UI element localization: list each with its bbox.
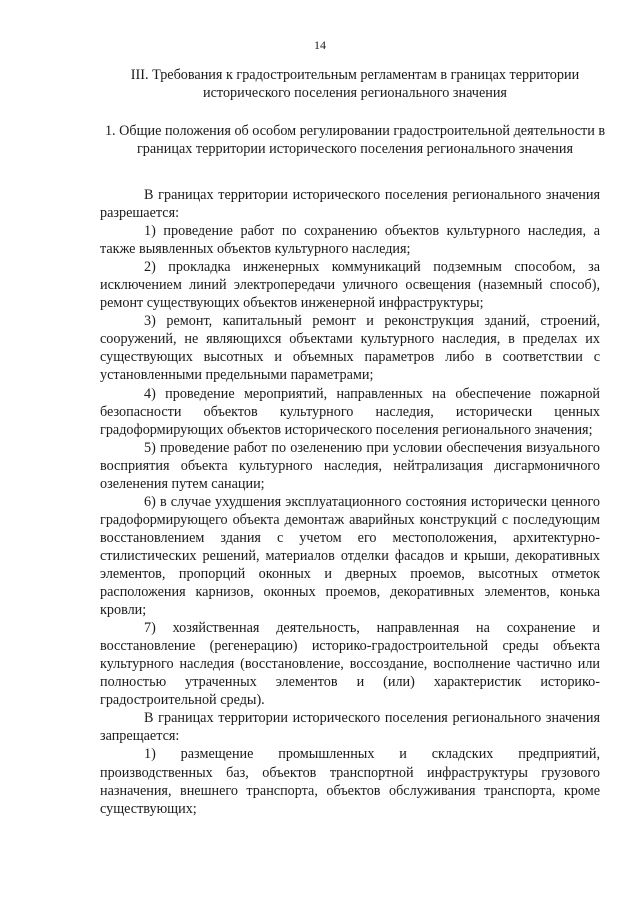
document-body bbox=[100, 186, 600, 818]
paragraph-permitted-item-5: 5) проведение работ по озеленению при условии обеспечения визуального восприятия объекта культурного наследия, нейтрализация дисгармоничного озеленения путем санации; bbox=[100, 439, 600, 492]
page-number: 14 bbox=[314, 38, 326, 52]
paragraph-permitted-item-2: 2) прокладка инженерных коммуникаций подземным способом, за исключением линий электропередачи уличного освещения (наземный способ), ремонт существующих объектов инженерной инфраструктуры; bbox=[100, 259, 600, 312]
section-title: III. Требования к градостроительным регламентам в границах территории исторического поселения регионального значения bbox=[130, 67, 580, 101]
paragraph-permitted-item-7: 7) хозяйственная деятельность, направленная на сохранение и восстановление (регенерацию) историко-градостроительной среды объекта культурного наследия (восстановление, воссоздание, восполнение частично или полностью утраченных элементов и (или) характеристик историко-градостроительной среды). bbox=[100, 620, 600, 709]
subsection-title: 1. Общие положения об особом регулировании градостроительной деятельности в границах территории исторического поселения регионального значения bbox=[104, 123, 606, 157]
paragraph-permitted-item-3: 3) ремонт, капитальный ремонт и реконструкция зданий, строений, сооружений, не являющихся объектами культурного наследия, в пределах их существующих высотных и объемных параметров либо в соответствии с установленными предельными параметрами; bbox=[100, 313, 600, 384]
paragraph-permitted-item-4: 4) проведение мероприятий, направленных на обеспечение пожарной безопасности объектов культурного наследия, исторически ценных градоформирующих объектов исторического поселения регионального значения; bbox=[100, 385, 600, 438]
paragraph-prohibited-item-1: 1) размещение промышленных и складских предприятий, производственных баз, объектов транспортной инфраструктуры грузового назначения, внешнего транспорта, объектов обслуживания транспорта, кроме существующих; bbox=[100, 746, 600, 817]
paragraph-prohibited-intro: В границах территории исторического поселения регионального значения запрещается: bbox=[100, 710, 600, 745]
paragraph-permitted-intro: В границах территории исторического поселения регионального значения разрешается: bbox=[100, 187, 600, 222]
paragraph-permitted-item-1: 1) проведение работ по сохранению объектов культурного наследия, а также выявленных объектов культурного наследия; bbox=[100, 223, 600, 258]
paragraph-permitted-item-6: 6) в случае ухудшения эксплуатационного состояния исторически ценного градоформирующего объекта демонтаж аварийных конструкций с последующим восстановлением здания с учетом его местоположения, архитектурно-стилистических решений, материалов отделки фасадов и крыши, декоративных элементов, пропорций оконных и дверных проемов, высотных отметок расположения карнизов, оконных проемов, декоративных элементов, конька кровли; bbox=[100, 493, 600, 619]
